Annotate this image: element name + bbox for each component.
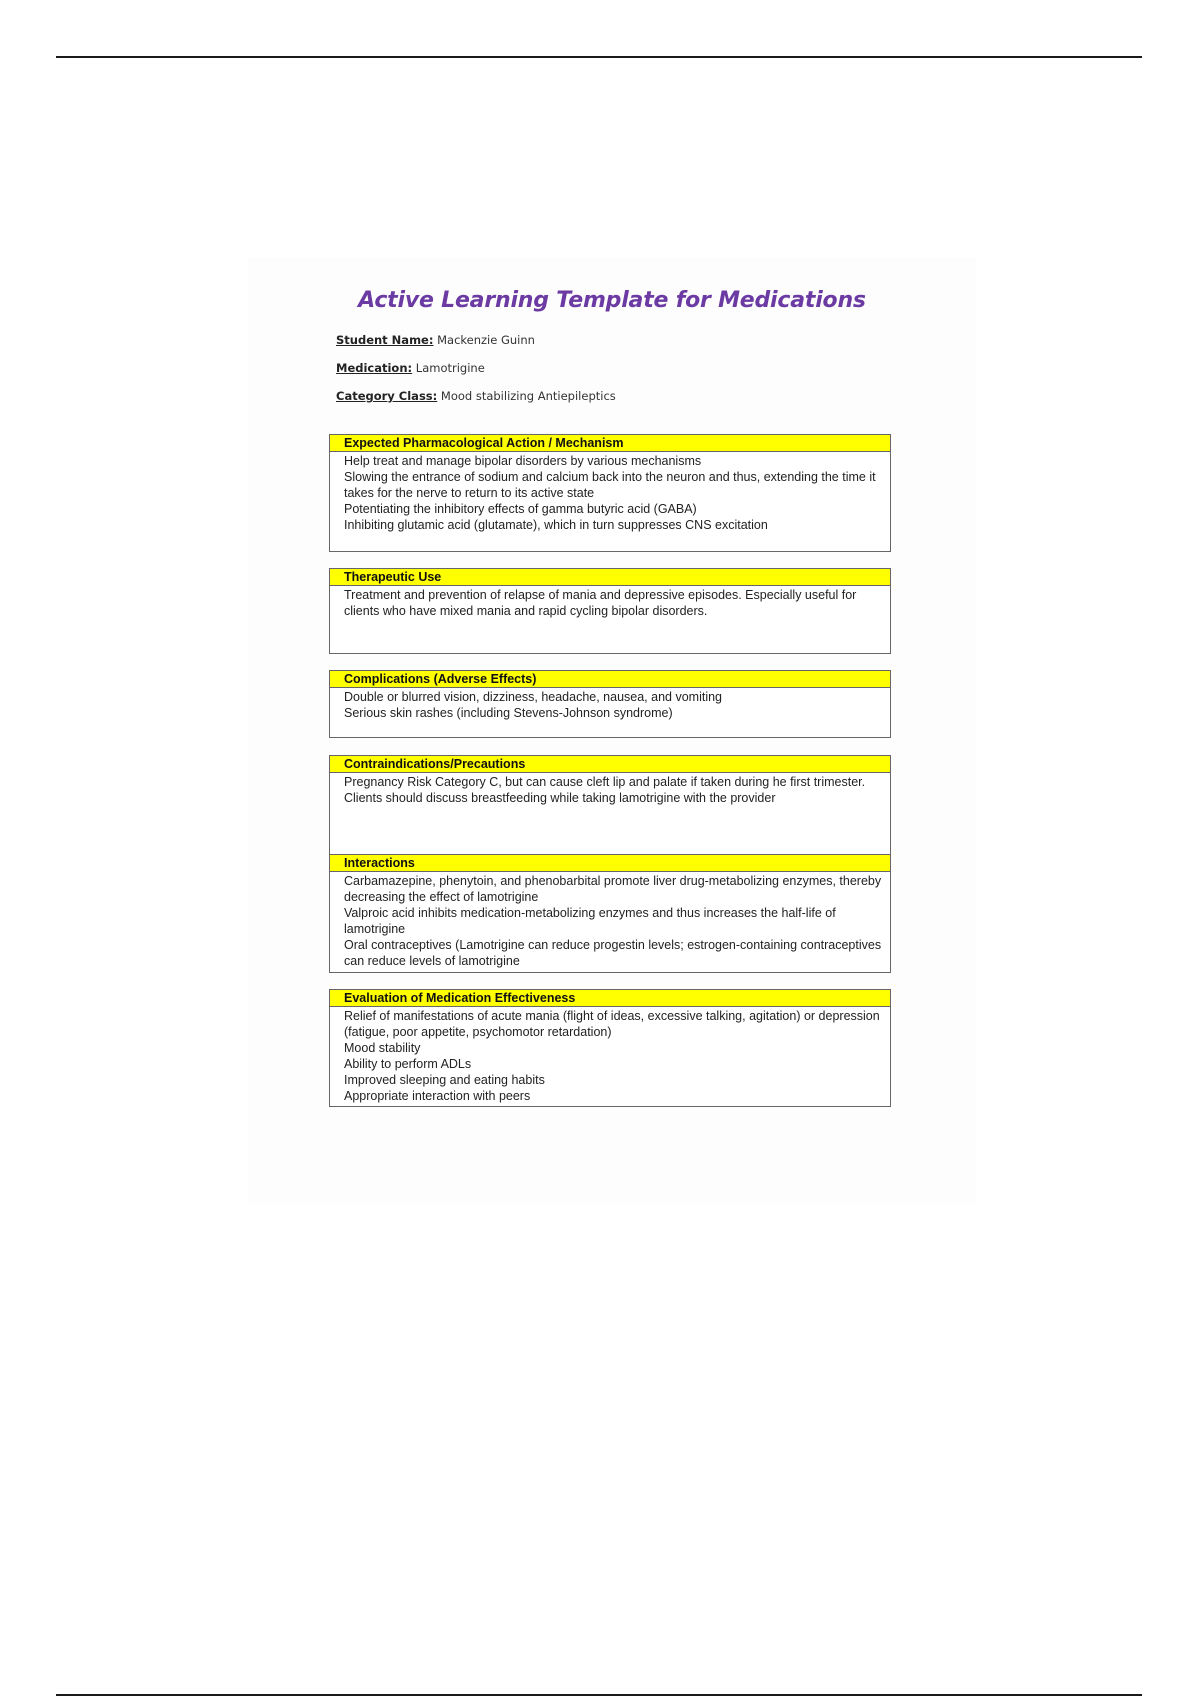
mechanism-section	[329, 434, 891, 552]
mechanism-line: Inhibiting glutamic acid (glutamate), which in turn suppresses CNS excitation	[344, 518, 768, 532]
template-page	[248, 258, 976, 1204]
therapeutic-use-body	[330, 586, 890, 619]
medication-label: Medication:	[336, 361, 413, 375]
student-name-label: Student Name:	[336, 333, 434, 347]
therapeutic-use-section	[329, 568, 891, 654]
interactions-heading: Interactions	[330, 854, 890, 872]
contraindications-interactions-section	[329, 755, 891, 973]
student-name-field	[336, 333, 535, 347]
category-class-value: Mood stabilizing Antiepileptics	[440, 389, 616, 403]
complications-body	[330, 688, 890, 721]
evaluation-line: Mood stability	[344, 1041, 421, 1055]
evaluation-line: Appropriate interaction with peers	[344, 1089, 531, 1103]
interactions-body	[330, 872, 890, 969]
complications-line: Double or blurred vision, dizziness, headache, nausea, and vomiting	[344, 690, 723, 704]
evaluation-body	[330, 1007, 890, 1104]
evaluation-line: Relief of manifestations of acute mania (flight of ideas, excessive talking, agitation) or depression (fatigue, poor appetite, psychomotor retardation)	[344, 1009, 880, 1039]
bottom-divider	[56, 1694, 1142, 1696]
document-title: Active Learning Template for Medications	[358, 288, 866, 313]
complications-line: Serious skin rashes (including Stevens-Johnson syndrome)	[344, 706, 673, 720]
evaluation-line: Improved sleeping and eating habits	[344, 1073, 545, 1087]
interactions-line: Valproic acid inhibits medication-metabolizing enzymes and thus increases the half-life of lamotrigine	[344, 906, 836, 936]
complications-section	[329, 670, 891, 738]
mechanism-line: Potentiating the inhibitory effects of gamma butyric acid (GABA)	[344, 502, 697, 516]
top-divider	[56, 56, 1142, 58]
medication-field	[336, 361, 485, 375]
contraindications-line: Pregnancy Risk Category C, but can cause cleft lip and palate if taken during he first trimester. Clients should discuss breastfeeding while taking lamotrigine with the provider	[344, 775, 866, 805]
student-name-value: Mackenzie Guinn	[437, 333, 535, 347]
mechanism-heading: Expected Pharmacological Action / Mechanism	[330, 435, 890, 452]
medication-value: Lamotrigine	[415, 361, 485, 375]
mechanism-line: Help treat and manage bipolar disorders by various mechanisms	[344, 454, 702, 468]
therapeutic-use-line: Treatment and prevention of relapse of mania and depressive episodes. Especially useful for clients who have mixed mania and rapid cycling bipolar disorders.	[344, 588, 857, 618]
contraindications-body	[330, 773, 890, 854]
interactions-line: Oral contraceptives (Lamotrigine can reduce progestin levels; estrogen-containing contraceptives can reduce levels of lamotrigine	[344, 938, 882, 968]
interactions-line: Carbamazepine, phenytoin, and phenobarbital promote liver drug-metabolizing enzymes, thereby decreasing the effect of lamotrigine	[344, 874, 882, 904]
mechanism-body	[330, 452, 890, 533]
evaluation-line: Ability to perform ADLs	[344, 1057, 472, 1071]
category-class-field	[336, 389, 616, 403]
evaluation-section	[329, 989, 891, 1107]
evaluation-heading: Evaluation of Medication Effectiveness	[330, 990, 890, 1007]
therapeutic-use-heading: Therapeutic Use	[330, 569, 890, 586]
mechanism-line: Slowing the entrance of sodium and calcium back into the neuron and thus, extending the time it takes for the nerve to return to its active state	[344, 470, 876, 500]
category-class-label: Category Class:	[336, 389, 438, 403]
complications-heading: Complications (Adverse Effects)	[330, 671, 890, 688]
contraindications-heading: Contraindications/Precautions	[330, 756, 890, 773]
